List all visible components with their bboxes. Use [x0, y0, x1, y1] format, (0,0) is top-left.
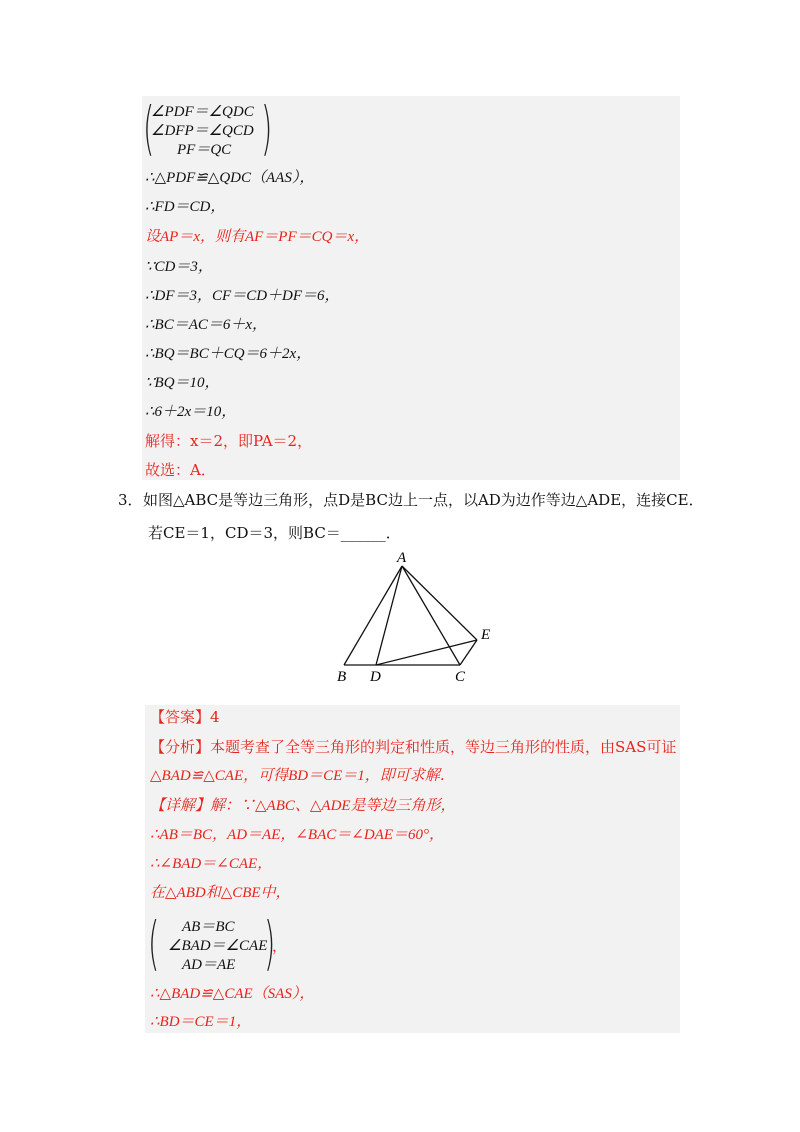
- detail-line: 在△ABD和△CBE中，: [150, 885, 291, 901]
- solution-line: ∴FD＝CD，: [145, 199, 226, 215]
- label-b: B: [337, 669, 347, 685]
- detail-line: ∴△BAD≌△CAE（SAS），: [150, 986, 315, 1002]
- detail-line: ∴AB＝BC，AD＝AE，∠BAC＝∠DAE＝60°，: [150, 827, 444, 843]
- system-row: ∠DFP＝∠QCD: [151, 123, 254, 139]
- system-row: ∠BAD＝∠CAE: [168, 938, 268, 954]
- segment-ab: [344, 566, 402, 665]
- system-row: AD＝AE: [182, 957, 236, 973]
- left-brace: (: [148, 909, 160, 977]
- left-brace: (: [143, 94, 155, 162]
- question-text: 如图△ABC是等边三角形，点D是BC边上一点，以AD为边作等边△ADE，连接CE．: [143, 491, 704, 509]
- solution-line: ∴BQ＝BC＋CQ＝6＋2x，: [145, 346, 312, 362]
- detail-line: ∴∠BAD＝∠CAE，: [150, 856, 273, 872]
- answer-line: 【答案】4: [150, 708, 220, 726]
- analysis-line: 【分析】本题考查了全等三角形的判定和性质，等边三角形的性质，由SAS可证: [150, 738, 677, 756]
- solution-line: ∴DF＝3，CF＝CD＋DF＝6，: [145, 288, 340, 304]
- solution-line: ∴BC＝AC＝6＋x，: [145, 317, 268, 333]
- detail-line: 【详解】解：∵△ABC、△ADE是等边三角形，: [150, 798, 456, 814]
- solution-line: ∵CD＝3，: [145, 259, 213, 275]
- system-row: ∠PDF＝∠QDC: [151, 104, 254, 120]
- solution-line: ∴6＋2x＝10，: [145, 404, 237, 420]
- question-text: 若CE＝1，CD＝3，则BC＝______．: [148, 524, 401, 542]
- solution-line: 解得：x＝2，即PA＝2，: [145, 432, 313, 450]
- analysis-line: △BAD≌△CAE，可得BD＝CE＝1，即可求解．: [150, 768, 455, 784]
- segment-ac: [402, 566, 460, 665]
- segment-ad: [376, 566, 402, 665]
- detail-line: ∴BD＝CE＝1，: [150, 1014, 252, 1030]
- solution-line: 故选：A．: [145, 461, 216, 479]
- solution-line: 设AP＝x，则有AF＝PF＝CQ＝x，: [145, 229, 370, 245]
- label-a: A: [397, 550, 407, 566]
- system-row: PF＝QC: [177, 142, 232, 158]
- system-tail: ，: [272, 939, 288, 955]
- right-brace: ): [261, 94, 273, 162]
- segment-ae: [402, 566, 477, 640]
- label-c: C: [455, 669, 466, 685]
- label-d: D: [370, 669, 381, 685]
- right-brace: ): [264, 909, 276, 977]
- segment-ce: [460, 640, 477, 665]
- solution-line: ∴△PDF≌△QDC（AAS），: [145, 170, 315, 186]
- label-e: E: [481, 627, 491, 643]
- system-row: AB＝BC: [182, 919, 235, 935]
- question-number: 3．: [118, 491, 143, 509]
- segment-de: [376, 640, 477, 665]
- solution-line: ∵BQ＝10，: [145, 375, 220, 391]
